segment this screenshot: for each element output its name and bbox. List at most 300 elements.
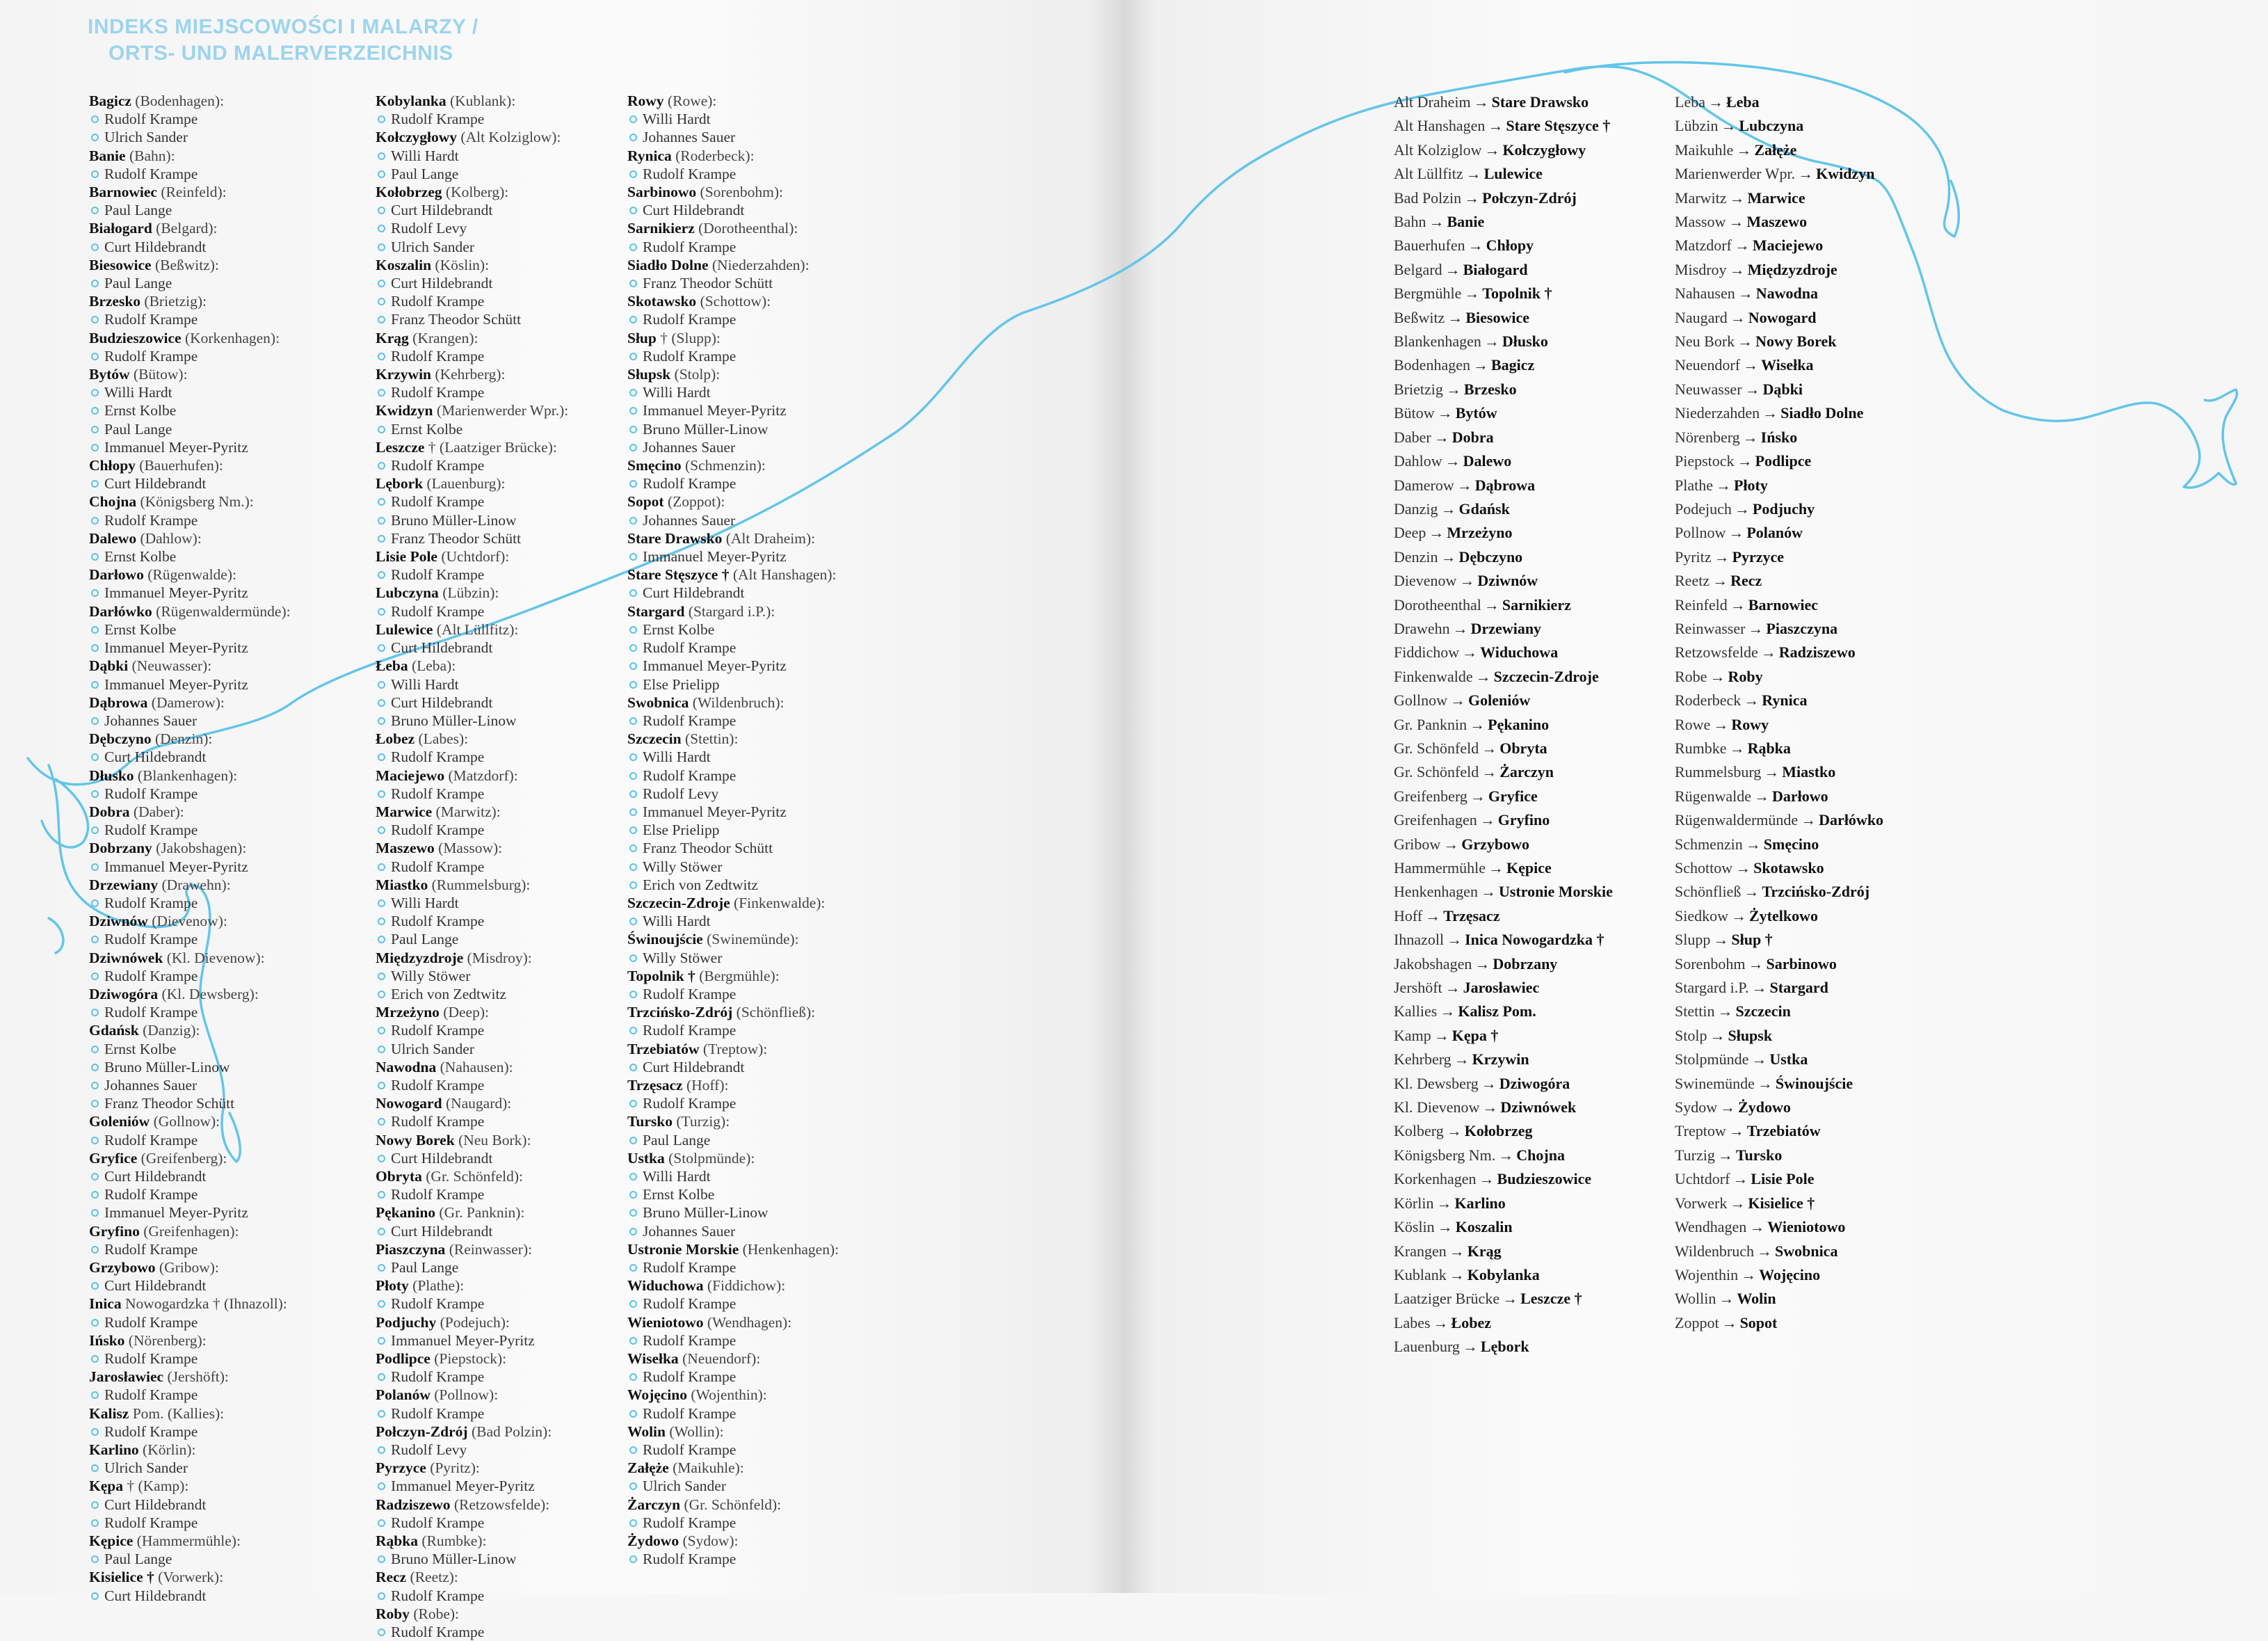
polish-name: Podjuchy: [1752, 499, 1815, 518]
polish-name: Połczyn-Zdrój: [1482, 189, 1577, 207]
polish-name: Białogard: [1463, 260, 1528, 278]
place-name-polish: Leszcze: [376, 438, 425, 456]
place-name-polish: Trzebiatów: [627, 1040, 700, 1057]
cross-reference-row: [1675, 641, 1883, 664]
index-entry: [376, 1386, 568, 1422]
cross-reference-row: [1675, 952, 1883, 976]
place-name-german: (Roderbeck):: [675, 147, 755, 164]
painter-name: Ernst Kolbe: [89, 401, 291, 419]
right-arrow-icon: →: [1710, 667, 1726, 685]
place-name-polish: Żarczyn: [627, 1496, 681, 1513]
place-name-polish: Podlipce: [376, 1350, 431, 1368]
german-name: Schottow: [1675, 859, 1733, 876]
cross-reference-column-1: [1394, 90, 1613, 1359]
german-name: Massow: [1675, 213, 1726, 231]
painter-name: Rudolf Krampe: [627, 1094, 839, 1112]
right-arrow-icon: →: [1729, 739, 1745, 757]
german-name: Jakobshagen: [1394, 954, 1472, 972]
place-name-polish: Kobylanka: [376, 93, 447, 109]
right-arrow-icon: →: [1728, 1122, 1744, 1140]
cross-reference-row: [1675, 928, 1883, 952]
right-arrow-icon: →: [1737, 452, 1753, 470]
index-entry: [627, 730, 839, 894]
right-arrow-icon: →: [1436, 1194, 1452, 1212]
polish-name: Dalewo: [1463, 452, 1512, 470]
polish-name: Płoty: [1734, 476, 1768, 494]
polish-name: Stare Drawsko: [1491, 93, 1589, 111]
right-arrow-icon: →: [1459, 572, 1475, 590]
polish-name: Rąbka: [1747, 739, 1791, 757]
place-name-polish: Lubczyna: [376, 584, 439, 602]
polish-name: Kwidzyn: [1816, 165, 1875, 183]
german-name: Damerow: [1394, 476, 1454, 494]
place-name-german: (Nörenberg):: [128, 1331, 207, 1349]
painter-name: Rudolf Krampe: [376, 1185, 568, 1203]
right-arrow-icon: →: [1472, 356, 1488, 374]
right-arrow-icon: →: [1717, 1146, 1733, 1164]
entry-heading: [376, 1203, 568, 1222]
german-name: Hammermühle: [1394, 859, 1486, 876]
painter-name: Johannes Sauer: [89, 712, 291, 730]
place-name-german: (Alt Kolziglow):: [460, 129, 561, 146]
german-name: Blankenhagen: [1394, 333, 1481, 351]
painter-name: Rudolf Krampe: [376, 785, 568, 803]
index-entry: [89, 566, 291, 602]
cross-reference-row: [1675, 1167, 1883, 1191]
index-entry: [627, 1313, 839, 1350]
entry-heading: [376, 803, 568, 821]
painter-name: Rudolf Krampe: [627, 165, 839, 183]
polish-name: Pękanino: [1488, 715, 1550, 733]
polish-name: Sopot: [1739, 1313, 1778, 1331]
place-name-polish: Dziwnówek: [89, 949, 163, 966]
painter-name: Franz Theodor Schütt: [89, 1094, 291, 1112]
cross-reference-row: [1394, 258, 1613, 282]
painter-name: Else Prielipp: [627, 675, 839, 694]
entry-heading: [376, 839, 568, 857]
place-name-polish: Barnowiec: [89, 184, 157, 201]
place-name-german: Pom. (Kallies):: [132, 1404, 225, 1422]
place-name-german: (Leba):: [411, 657, 456, 675]
polish-name: Piaszczyna: [1766, 619, 1838, 637]
place-name-polish: Lębork: [376, 475, 424, 493]
right-arrow-icon: →: [1734, 237, 1750, 255]
right-arrow-icon: →: [1475, 667, 1491, 685]
index-entry: [89, 657, 291, 693]
index-entry: [89, 256, 291, 292]
painter-name: Rudolf Krampe: [89, 1313, 291, 1331]
cross-reference-row: [1394, 1240, 1613, 1263]
cross-reference-row: [1394, 1072, 1613, 1096]
place-name-polish: Ińsko: [89, 1331, 125, 1349]
entry-heading: [89, 694, 291, 712]
place-name-german: (Sydow):: [682, 1532, 739, 1550]
place-name-german: (Alt Draheim):: [725, 529, 816, 547]
right-arrow-icon: →: [1450, 691, 1465, 710]
painter-name: Bruno Müller-Linow: [376, 712, 568, 730]
entry-heading: [89, 949, 291, 967]
cross-reference-row: [1675, 330, 1883, 353]
place-name-german: (Rumbke):: [421, 1532, 487, 1550]
index-entry: [89, 92, 291, 147]
entry-heading: [89, 1441, 291, 1459]
polish-name: Nowy Borek: [1755, 333, 1837, 351]
polish-name: Widuchowa: [1480, 643, 1559, 662]
german-name: Kl. Dewsberg: [1394, 1074, 1479, 1092]
german-name: Greifenberg: [1394, 787, 1467, 805]
german-name: Alt Kolziglow: [1394, 141, 1482, 159]
german-name: Kl. Dievenow: [1394, 1098, 1480, 1116]
index-entry: [89, 1149, 291, 1222]
painter-name: Rudolf Krampe: [376, 748, 568, 766]
right-arrow-icon: →: [1465, 165, 1481, 183]
place-name-german: (Jershöft):: [167, 1368, 229, 1386]
right-arrow-icon: →: [1735, 859, 1751, 876]
german-name: Alt Lüllfitz: [1394, 165, 1463, 183]
place-name-polish: Chłopy: [89, 457, 136, 474]
painter-name: Franz Theodor Schütt: [627, 839, 839, 857]
place-name-german: (Finkenwalde):: [734, 894, 826, 911]
cross-reference-row: [1394, 401, 1613, 425]
place-name-german: (Schmenzin):: [685, 457, 766, 474]
right-arrow-icon: →: [1456, 476, 1472, 494]
index-entry: [376, 657, 568, 730]
entry-heading: [376, 1058, 568, 1076]
painter-name: Bruno Müller-Linow: [376, 511, 568, 529]
entry-heading: [627, 92, 839, 110]
polish-name: Chojna: [1516, 1146, 1565, 1164]
entry-heading: [376, 1386, 568, 1404]
place-name-polish: Nowogard: [376, 1095, 442, 1112]
place-name-polish: Gdańsk: [89, 1022, 139, 1039]
cross-reference-row: [1394, 1024, 1613, 1048]
painter-name: Paul Lange: [627, 1131, 839, 1149]
right-arrow-icon: →: [1729, 260, 1745, 278]
entry-heading: [376, 438, 568, 456]
painter-name: Willi Hardt: [627, 1167, 839, 1185]
entry-heading: [89, 219, 291, 237]
place-name-german: (Krangen):: [412, 329, 478, 346]
painter-name: Rudolf Krampe: [376, 383, 568, 401]
entry-heading: [89, 183, 291, 201]
painter-name: Johannes Sauer: [627, 128, 839, 146]
polish-name: Kołobrzeg: [1464, 1122, 1533, 1140]
right-arrow-icon: →: [1745, 835, 1761, 853]
cross-reference-row: [1675, 1072, 1883, 1096]
right-arrow-icon: →: [1481, 739, 1497, 757]
right-arrow-icon: →: [1757, 1074, 1773, 1092]
place-name-polish: Rowy: [627, 93, 664, 109]
index-entry: [89, 694, 291, 730]
painter-name: Curt Hildebrandt: [376, 1222, 568, 1240]
place-name-polish: Słupsk: [627, 366, 671, 383]
german-name: Rumbke: [1675, 739, 1727, 757]
place-name-german: (Lübzin):: [442, 584, 499, 602]
cross-reference-row: [1394, 282, 1613, 305]
painter-name: Willi Hardt: [376, 147, 568, 165]
painter-name: Rudolf Krampe: [376, 1368, 568, 1386]
cross-reference-row: [1675, 665, 1883, 689]
polish-name: Obryta: [1499, 739, 1547, 757]
cross-reference-row: [1675, 569, 1883, 593]
polish-name: Lulewice: [1483, 165, 1543, 183]
german-name: Bergmühle: [1394, 285, 1462, 303]
right-arrow-icon: →: [1729, 189, 1745, 207]
place-name-german: (Lauenburg):: [426, 475, 506, 493]
place-name-german: (Stargard i.P.):: [688, 602, 775, 620]
index-entry: [376, 183, 568, 256]
entry-heading: [376, 183, 568, 201]
german-name: Sorenbohm: [1675, 954, 1746, 972]
right-arrow-icon: →: [1440, 1002, 1456, 1020]
entry-heading: [627, 1003, 839, 1021]
index-entry: [376, 1203, 568, 1240]
polish-name: Radziszewo: [1778, 643, 1856, 662]
cross-reference-row: [1675, 856, 1883, 880]
right-arrow-icon: →: [1488, 859, 1504, 876]
cross-reference-row: [1394, 138, 1613, 162]
german-name: Rügenwalde: [1675, 787, 1751, 805]
place-name-polish: Lulewice: [376, 621, 433, 638]
painter-name: Ernst Kolbe: [89, 621, 291, 639]
place-name-polish: Dobrzany: [89, 840, 152, 857]
painter-name: Curt Hildebrandt: [89, 1496, 291, 1514]
polish-name: Trzcińsko-Zdrój: [1762, 883, 1870, 901]
polish-name: Darłówko: [1819, 811, 1884, 829]
german-name: Zoppot: [1675, 1313, 1719, 1331]
entry-heading: [376, 621, 568, 639]
place-name-german: (Robe):: [413, 1605, 460, 1622]
painter-name: Ulrich Sander: [627, 1477, 839, 1495]
cross-reference-row: [1394, 833, 1613, 856]
polish-name: Roby: [1728, 667, 1763, 685]
entry-heading: [376, 329, 568, 347]
right-arrow-icon: →: [1449, 1265, 1465, 1283]
index-entry: [627, 694, 839, 730]
place-name-polish: Podjuchy: [376, 1313, 437, 1331]
painter-name: Curt Hildebrandt: [89, 1276, 291, 1295]
place-name-polish: Topolnik †: [627, 967, 695, 984]
polish-name: Dłusko: [1502, 333, 1548, 351]
right-arrow-icon: →: [1731, 906, 1746, 924]
right-arrow-icon: →: [1743, 356, 1759, 374]
right-arrow-icon: →: [1437, 404, 1453, 422]
entry-heading: [376, 1605, 568, 1623]
cross-reference-row: [1394, 569, 1613, 593]
index-entry: [89, 1021, 291, 1112]
index-entry: [376, 1240, 568, 1276]
cross-reference-row: [1394, 880, 1613, 904]
right-arrow-icon: →: [1480, 883, 1496, 901]
entry-heading: [89, 92, 291, 110]
cross-reference-row: [1394, 90, 1613, 114]
entry-heading: [376, 1423, 568, 1441]
german-name: Brietzig: [1394, 380, 1443, 398]
entry-heading: [627, 1459, 839, 1477]
index-entry: [89, 1112, 291, 1148]
painter-name: Paul Lange: [89, 201, 291, 219]
painter-name: Franz Theodor Schütt: [627, 274, 839, 292]
painter-name: Immanuel Meyer-Pyritz: [89, 584, 291, 602]
entry-heading: [89, 730, 291, 748]
polish-name: Nawodna: [1755, 285, 1818, 303]
place-name-polish: Nowy Borek: [376, 1131, 455, 1148]
place-name-polish: Pękanino: [376, 1204, 436, 1222]
place-name-german: (Pollnow):: [434, 1386, 499, 1404]
polish-name: Mrzeżyno: [1447, 524, 1513, 542]
place-name-german: (Treptow):: [702, 1040, 768, 1057]
place-name-german: (Bad Polzin):: [471, 1423, 552, 1440]
title-line-2: ORTS- UND MALERVERZEICHNIS: [108, 42, 453, 65]
title-line-1: INDEKS MIEJSCOWOŚCI I MALARZY /: [88, 15, 478, 38]
place-name-polish: Trzęsacz: [627, 1076, 683, 1094]
cross-reference-row: [1394, 1096, 1613, 1119]
german-name: Jershöft: [1394, 979, 1442, 997]
german-name: Bodenhagen: [1394, 356, 1470, 374]
german-name: Nahausen: [1675, 285, 1735, 303]
german-name: Ihnazoll: [1394, 931, 1445, 949]
right-arrow-icon: →: [1470, 715, 1486, 733]
entry-heading: [627, 1276, 839, 1295]
index-entry: [627, 219, 839, 255]
painter-name: Rudolf Krampe: [376, 602, 568, 621]
right-arrow-icon: →: [1425, 906, 1441, 924]
index-entry: [627, 1423, 839, 1459]
page-title: [88, 14, 478, 67]
right-arrow-icon: →: [1483, 595, 1499, 614]
place-name-german: (Misdroy):: [467, 949, 532, 966]
index-entry: [89, 1477, 291, 1532]
polish-name: Rowy: [1731, 715, 1769, 733]
index-entry: [376, 584, 568, 620]
cross-reference-row: [1675, 521, 1883, 545]
place-name-german: (Daber):: [133, 803, 184, 820]
german-name: Naugard: [1675, 308, 1728, 326]
cross-reference-row: [1675, 114, 1883, 138]
place-name-polish: Rynica: [627, 147, 672, 164]
index-entry: [376, 730, 568, 766]
index-entry: [89, 839, 291, 875]
index-entry: [376, 1568, 568, 1604]
index-entry: [376, 365, 568, 401]
painter-name: Rudolf Krampe: [627, 985, 839, 1003]
index-entry: [627, 1149, 839, 1240]
painter-name: Erich von Zedtwitz: [627, 876, 839, 894]
german-name: Roderbeck: [1675, 691, 1742, 710]
place-name-german: (Drawehn):: [161, 876, 231, 893]
place-name-polish: Radziszewo: [376, 1496, 451, 1513]
painter-name: Willi Hardt: [627, 748, 839, 766]
index-entry: [89, 767, 291, 803]
place-name-polish: Łeba: [376, 657, 408, 675]
entry-heading: [89, 1568, 291, 1586]
right-arrow-icon: →: [1753, 787, 1769, 805]
place-name-german: (Bahn):: [129, 147, 175, 164]
polish-name: Dębczyno: [1458, 547, 1523, 566]
entry-heading: [376, 767, 568, 785]
german-name: Körlin: [1394, 1194, 1434, 1212]
cross-reference-row: [1675, 904, 1883, 928]
place-name-polish: Pyrzyce: [376, 1459, 426, 1477]
painter-name: Willi Hardt: [627, 912, 839, 930]
index-entry: [627, 493, 839, 529]
place-name-polish: Żydowo: [627, 1532, 679, 1550]
polish-name: Maszewo: [1746, 213, 1808, 231]
index-entry: [89, 949, 291, 985]
index-entry: [89, 329, 291, 365]
painter-name: Ernst Kolbe: [376, 420, 568, 438]
place-name-german: (Dorotheenthal):: [698, 220, 798, 237]
place-name-polish: Bytów: [89, 366, 130, 383]
polish-name: Recz: [1730, 572, 1762, 590]
entry-heading: [627, 456, 839, 474]
painter-name: Rudolf Krampe: [376, 821, 568, 839]
index-column-1: [89, 92, 291, 1605]
entry-heading: [627, 292, 839, 310]
right-arrow-icon: →: [1721, 1313, 1737, 1331]
painter-name: Immanuel Meyer-Pyritz: [627, 547, 839, 566]
right-arrow-icon: →: [1488, 117, 1504, 135]
cross-reference-row: [1394, 545, 1613, 569]
entry-heading: [627, 493, 839, 511]
painter-name: Curt Hildebrandt: [89, 1587, 291, 1605]
index-entry: [627, 92, 839, 147]
german-name: Kamp: [1394, 1026, 1431, 1044]
right-arrow-icon: →: [1437, 1218, 1453, 1236]
german-name: Podejuch: [1675, 499, 1732, 518]
right-arrow-icon: →: [1756, 1242, 1772, 1260]
place-name-german: (Hammermühle):: [136, 1532, 241, 1550]
right-arrow-icon: →: [1445, 260, 1461, 278]
cross-reference-row: [1394, 904, 1613, 928]
place-name-german: (Plathe):: [412, 1277, 465, 1295]
right-arrow-icon: →: [1748, 619, 1764, 637]
cross-reference-row: [1675, 880, 1883, 904]
right-arrow-icon: →: [1737, 285, 1753, 303]
cross-reference-row: [1394, 1119, 1613, 1143]
painter-name: Rudolf Krampe: [376, 1112, 568, 1130]
place-name-german: (Alt Lüllfitz):: [436, 621, 519, 638]
right-arrow-icon: →: [1712, 572, 1728, 590]
painter-name: Curt Hildebrandt: [89, 238, 291, 256]
german-name: Plathe: [1675, 476, 1713, 494]
place-name-german: (Marienwerder Wpr.):: [436, 402, 569, 419]
painter-name: Rudolf Krampe: [89, 347, 291, 365]
cross-reference-row: [1394, 234, 1613, 257]
painter-name: Curt Hildebrandt: [627, 201, 839, 219]
place-name-german: (Wollin):: [669, 1423, 724, 1440]
painter-name: Franz Theodor Schütt: [376, 310, 568, 328]
entry-heading: [627, 1240, 839, 1258]
cross-reference-row: [1394, 1263, 1613, 1287]
cross-reference-row: [1675, 353, 1883, 377]
german-name: Bütow: [1394, 404, 1435, 422]
polish-name: Kalisz Pom.: [1458, 1002, 1536, 1020]
place-name-german: (Schottow):: [700, 293, 771, 310]
place-name-polish: Dąbrowa: [89, 694, 148, 711]
painter-name: Rudolf Krampe: [376, 292, 568, 310]
entry-heading: [376, 256, 568, 274]
index-entry: [376, 1532, 568, 1568]
entry-heading: [627, 730, 839, 748]
painter-name: Rudolf Krampe: [627, 1441, 839, 1459]
place-name-polish: Połczyn-Zdrój: [376, 1423, 468, 1440]
german-name: Bahn: [1394, 213, 1426, 231]
german-name: Rowe: [1675, 715, 1711, 733]
german-name: Stargard i.P.: [1675, 979, 1749, 997]
cross-reference-row: [1394, 210, 1613, 234]
entry-heading: [89, 1021, 291, 1039]
